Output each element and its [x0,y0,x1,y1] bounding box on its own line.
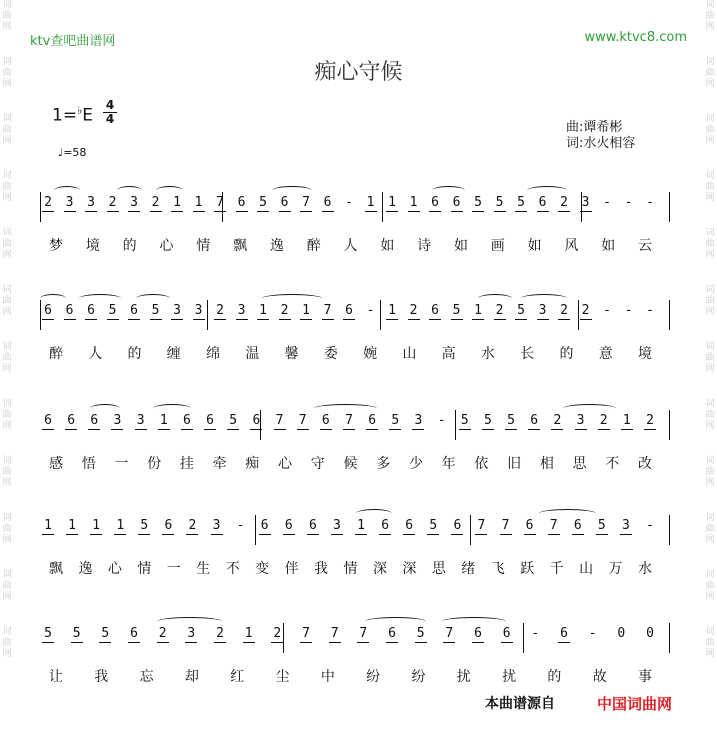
lyric-char: 风 [564,238,579,254]
bar-line [669,300,670,330]
edge-watermark-text: 词曲网 [705,570,715,602]
bar-line [669,192,670,222]
jianpu-note: 1 [299,303,313,320]
slur [54,186,80,195]
lyric-char: 人 [343,238,358,254]
jianpu-note: - [437,413,446,428]
jianpu-note: 1 [65,518,79,535]
jianpu-note: 6 [527,413,541,430]
jianpu-note: 6 [258,518,272,535]
jianpu-note: - [646,303,654,318]
jianpu-note: 6 [450,518,464,535]
time-signature-bottom: 4 [103,112,117,126]
edge-watermark-text: 词曲网 [2,228,12,260]
lyric-char: 山 [579,561,594,577]
time-signature [103,99,117,126]
score-row [0,300,717,390]
slur [539,509,596,518]
lyric-char: 山 [402,346,417,362]
edge-watermark-text: 词曲网 [2,171,12,203]
edge-watermark-text: 词曲网 [705,0,715,32]
lyric-char: 的 [547,669,562,685]
lyric-char: 如 [527,238,542,254]
jianpu-note: 2 [407,303,421,320]
edge-watermark-text: 词曲网 [2,0,12,32]
jianpu-note: 5 [595,518,609,535]
jianpu-note: 6 [127,303,141,320]
jianpu-note: 5 [504,413,518,430]
jianpu-note: - [624,195,633,210]
jianpu-note: 7 [273,413,287,430]
lyric-char: 让 [49,669,63,685]
edge-watermark-text: 词曲网 [705,342,715,374]
flat-symbol: ♭ [77,104,83,117]
slur [153,404,191,413]
lyric-char: 深 [402,561,417,577]
jianpu-note: 2 [106,195,120,212]
lyric-char: 高 [441,346,456,362]
jianpu-note: 1 [157,413,171,430]
jianpu-note: 2 [149,195,163,212]
jianpu-note: 5 [388,413,402,430]
jianpu-note: 6 [41,413,55,430]
lyric-char: 境 [85,238,100,254]
slur [527,186,567,195]
slur [478,294,512,303]
lyric-char: 思 [431,561,446,577]
slur [136,294,170,303]
lyric-char: 中 [320,669,335,685]
jianpu-note: 2 [557,195,571,212]
jianpu-note: 5 [493,195,507,212]
jianpu-note: 5 [514,303,528,320]
jianpu-note: 0 [646,626,654,641]
lyric-char: 温 [245,346,260,362]
lyric-char: 飘 [49,561,63,577]
jianpu-note: 6 [378,518,392,535]
jianpu-note: 3 [330,518,344,535]
lyric-char: 绵 [206,346,221,362]
lyric-char: 痴 [245,456,260,472]
bar-line [669,410,670,440]
lyric-char: 少 [408,456,423,472]
lyric-char: 尘 [275,669,290,685]
lyric-char: 多 [376,456,391,472]
lyric-char: 如 [453,238,468,254]
tempo-marking: ♩=58 [58,146,87,159]
edge-watermark-text: 词曲网 [2,114,12,146]
jianpu-note: - [603,303,611,318]
lyric-char: 水 [480,346,495,362]
edge-watermark-text: 词曲网 [705,228,715,260]
jianpu-note: - [646,518,654,533]
lyric-char: 万 [608,561,623,577]
jianpu-note: 5 [426,518,440,535]
jianpu-note: 6 [450,195,464,212]
jianpu-note: 5 [106,303,120,320]
lyric-char: 不 [225,561,240,577]
jianpu-note: 1 [364,195,378,212]
lyricist: 词:水火相容 [566,136,636,151]
jianpu-note: 1 [354,518,368,535]
lyric-char: 情 [137,561,152,577]
jianpu-note: 6 [428,303,442,320]
lyric-char: 如 [380,238,395,254]
lyric-char: 生 [196,561,211,577]
jianpu-note: 1 [385,303,399,320]
jianpu-note: 1 [113,518,127,535]
edge-watermark-text: 词曲网 [2,513,12,545]
slur [262,294,322,303]
bar-line [669,623,670,653]
jianpu-note: 1 [170,195,184,212]
lyric-char: 我 [94,669,109,685]
jianpu-note: 3 [63,195,77,212]
edge-watermark-text: 词曲网 [2,627,12,659]
bar-line [380,300,381,330]
jianpu-note: 5 [414,626,428,643]
lyric-char: 依 [474,456,489,472]
jianpu-note: - [531,626,540,641]
jianpu-note: 5 [41,626,55,643]
lyric-char: 故 [592,669,607,685]
jianpu-note: 3 [536,303,550,320]
lyric-char: 扰 [456,669,471,685]
jianpu-note: 3 [84,195,98,212]
lyric-char: 长 [520,346,535,362]
lyric-char: 改 [638,456,652,472]
jianpu-note: 3 [574,413,588,430]
jianpu-note: - [603,195,611,210]
bar-line [382,192,383,222]
jianpu-note: 7 [296,413,310,430]
jianpu-note: 2 [597,413,611,430]
edge-watermark-text: 词曲网 [705,57,715,89]
lyric-char: 逸 [78,561,93,577]
edge-watermark-text: 词曲网 [2,57,12,89]
jianpu-note: 3 [110,413,124,430]
jianpu-note: 6 [365,413,379,430]
score-row [0,410,717,500]
jianpu-note: 2 [278,303,292,320]
lyric-char: 婉 [363,346,378,362]
jianpu-note: 3 [134,413,148,430]
bar-line [669,515,670,545]
jianpu-note: 6 [306,518,320,535]
lyric-char: 忘 [139,669,154,685]
slur [432,186,465,195]
jianpu-note: 7 [474,518,488,535]
lyric-char: 纷 [366,669,381,685]
bar-line [470,515,471,545]
jianpu-note: 1 [242,626,256,643]
jianpu-note: 6 [536,195,550,212]
jianpu-note: 5 [226,413,240,430]
jianpu-note: 6 [385,626,399,643]
lyric-char: 跃 [520,561,535,577]
lyric-char: 逸 [269,238,284,254]
jianpu-note: 6 [282,518,296,535]
edge-watermark-text: 词曲网 [705,114,715,146]
lyric-char: 醉 [306,238,321,254]
slur [79,294,121,303]
lyric-char: 醉 [49,346,63,362]
jianpu-note: 1 [385,195,399,212]
edge-watermark-text: 词曲网 [705,399,715,431]
lyric-char: 飞 [490,561,505,577]
lyric-char: 深 [372,561,387,577]
jianpu-note: 2 [156,626,170,643]
lyric-char: 守 [310,456,325,472]
jianpu-note: - [588,626,597,641]
jianpu-note: 6 [87,413,101,430]
jianpu-note: 1 [41,518,55,535]
lyric-char: 情 [343,561,358,577]
jianpu-note: 6 [180,413,194,430]
jianpu-note: 2 [557,303,571,320]
jianpu-note: 2 [41,195,55,212]
lyric-char: 心 [278,456,293,472]
jianpu-note: 5 [514,195,528,212]
time-signature-top: 4 [105,98,115,112]
slur [521,294,567,303]
lyric-char: 的 [122,238,137,254]
jianpu-note: 2 [213,303,227,320]
jianpu-note: 1 [192,195,206,212]
bar-line [523,623,524,653]
composer: 曲:谭希彬 [566,120,623,135]
jianpu-note: 3 [619,518,633,535]
edge-watermark-text: 词曲网 [2,570,12,602]
jianpu-note: 7 [213,195,227,212]
jianpu-note: 6 [63,303,77,320]
edge-watermark-text: 词曲网 [2,285,12,317]
jianpu-note: 6 [557,626,571,643]
lyric-char: 飘 [233,238,248,254]
song-title: 痴心守候 [314,60,403,85]
jianpu-note: - [624,303,633,318]
slur [365,617,426,626]
lyric-char: 变 [255,561,270,577]
jianpu-note: 2 [643,413,657,430]
jianpu-note: 5 [137,518,151,535]
lyric-char: 委 [323,346,338,362]
lyric-char: 诗 [417,238,432,254]
lyric-char: 候 [343,456,358,472]
lyric-char: 人 [88,346,103,362]
key-prefix: 1= [52,105,78,126]
edge-watermark-text: 词曲网 [2,342,12,374]
lyric-char: 悟 [81,456,96,472]
jianpu-note: 6 [203,413,217,430]
slur [157,617,222,626]
lyric-char: 的 [127,346,142,362]
jianpu-note: 2 [493,303,507,320]
jianpu-note: 5 [256,195,270,212]
lyric-char: 挂 [179,456,194,472]
lyric-char: 牵 [212,456,227,472]
jianpu-note: 5 [471,195,485,212]
lyric-char: 的 [559,346,574,362]
jianpu-note: 6 [278,195,292,212]
jianpu-note: 3 [235,303,249,320]
lyric-char: 千 [549,561,564,577]
lyric-char: 情 [196,238,211,254]
lyric-char: 绪 [461,561,476,577]
jianpu-note: 2 [185,518,199,535]
edge-watermark-text: 词曲网 [705,171,715,203]
jianpu-note: 3 [170,303,184,320]
site-watermark-left: ktv查吧曲谱网 [30,34,116,49]
bar-line [207,300,208,330]
slur [442,617,506,626]
jianpu-note: 3 [127,195,141,212]
edge-watermark-text: 词曲网 [705,627,715,659]
jianpu-note: 7 [299,626,313,643]
score-row [0,515,717,605]
lyric-char: 感 [49,456,63,472]
jianpu-note: 6 [523,518,537,535]
jianpu-note: 0 [617,626,626,641]
lyric-char: 一 [114,456,129,472]
jianpu-note: 6 [471,626,485,643]
edge-watermark-text: 词曲网 [2,456,12,488]
jianpu-note: 3 [411,413,425,430]
jianpu-note: 6 [500,626,514,643]
lyric-char: 伴 [284,561,299,577]
lyric-char: 如 [601,238,616,254]
jianpu-note: 5 [70,626,84,643]
jianpu-note: - [366,303,375,318]
jianpu-note: 6 [161,518,175,535]
jianpu-note: 1 [620,413,634,430]
slur [40,294,66,303]
jianpu-note: 3 [579,195,593,212]
jianpu-note: 6 [127,626,141,643]
jianpu-note: 2 [550,413,564,430]
edge-watermark-text: 词曲网 [705,513,715,545]
lyric-char: 相 [539,456,554,472]
lyric-char: 旧 [507,456,522,472]
site-watermark-right: www.ktvc8.com [584,30,687,45]
jianpu-note: 6 [319,413,333,430]
jianpu-note: 1 [89,518,103,535]
edge-watermark-text: 词曲网 [705,285,715,317]
lyric-char: 云 [638,238,652,254]
jianpu-note: 7 [328,626,342,643]
jianpu-note: 6 [235,195,249,212]
jianpu-note: 7 [321,303,335,320]
jianpu-note: 7 [356,626,370,643]
jianpu-note: 1 [471,303,485,320]
jianpu-note: 2 [270,626,284,643]
lyric-char: 纷 [411,669,426,685]
edge-watermark-text: 词曲网 [2,399,12,431]
bar-line [455,410,456,440]
lyric-char: 扰 [502,669,517,685]
lyric-char: 却 [184,669,199,685]
lyric-char: 年 [441,456,456,472]
slur [356,509,392,518]
lyric-char: 缠 [166,346,181,362]
slur [314,404,377,413]
lyric-char: 境 [638,346,652,362]
key-signature [52,104,93,126]
jianpu-note: 6 [571,518,585,535]
lyric-char: 红 [230,669,245,685]
jianpu-note: 2 [579,303,593,320]
jianpu-note: 5 [98,626,112,643]
jianpu-note: 6 [342,303,356,320]
jianpu-note: 6 [64,413,78,430]
slur [156,186,183,195]
jianpu-note: 5 [481,413,495,430]
source-label: 本曲谱源自 [485,696,555,712]
lyric-char: 不 [605,456,620,472]
jianpu-note: 2 [213,626,227,643]
slur [117,186,142,195]
jianpu-note: 7 [499,518,513,535]
lyric-char: 馨 [284,346,299,362]
key-note: E [82,105,94,126]
lyric-char: 事 [638,669,652,685]
jianpu-note: 6 [321,195,335,212]
jianpu-note: 3 [184,626,198,643]
bar-line [255,515,256,545]
jianpu-note: 7 [547,518,561,535]
lyric-char: 水 [638,561,652,577]
jianpu-note: 7 [442,626,456,643]
lyric-char: 心 [159,238,174,254]
jianpu-note: 6 [41,303,55,320]
jianpu-note: 3 [192,303,206,320]
lyric-char: 意 [598,346,613,362]
lyric-char: 我 [314,561,329,577]
jianpu-note: 6 [428,195,442,212]
jianpu-note: 5 [458,413,472,430]
slur [90,404,120,413]
jianpu-note: 3 [210,518,224,535]
slur [563,404,616,413]
jianpu-note: 7 [299,195,313,212]
jianpu-note: 6 [402,518,416,535]
jianpu-note: 6 [84,303,98,320]
jianpu-note: 7 [342,413,356,430]
jianpu-note: - [345,195,353,210]
jianpu-note: 1 [256,303,270,320]
slur [272,186,312,195]
lyric-char: 思 [572,456,587,472]
jianpu-note: - [646,195,654,210]
lyric-char: 心 [107,561,122,577]
jianpu-note: 1 [407,195,421,212]
jianpu-note: - [236,518,245,533]
credits [566,120,635,152]
lyric-char: 一 [166,561,181,577]
jianpu-note: 6 [249,413,263,430]
jianpu-note: 5 [450,303,464,320]
edge-watermark-text: 词曲网 [705,456,715,488]
score-row [0,192,717,282]
lyric-char: 画 [490,238,505,254]
lyric-char: 梦 [49,238,63,254]
lyric-char: 份 [147,456,162,472]
source-brand: 中国词曲网 [597,695,673,713]
jianpu-note: 5 [149,303,163,320]
